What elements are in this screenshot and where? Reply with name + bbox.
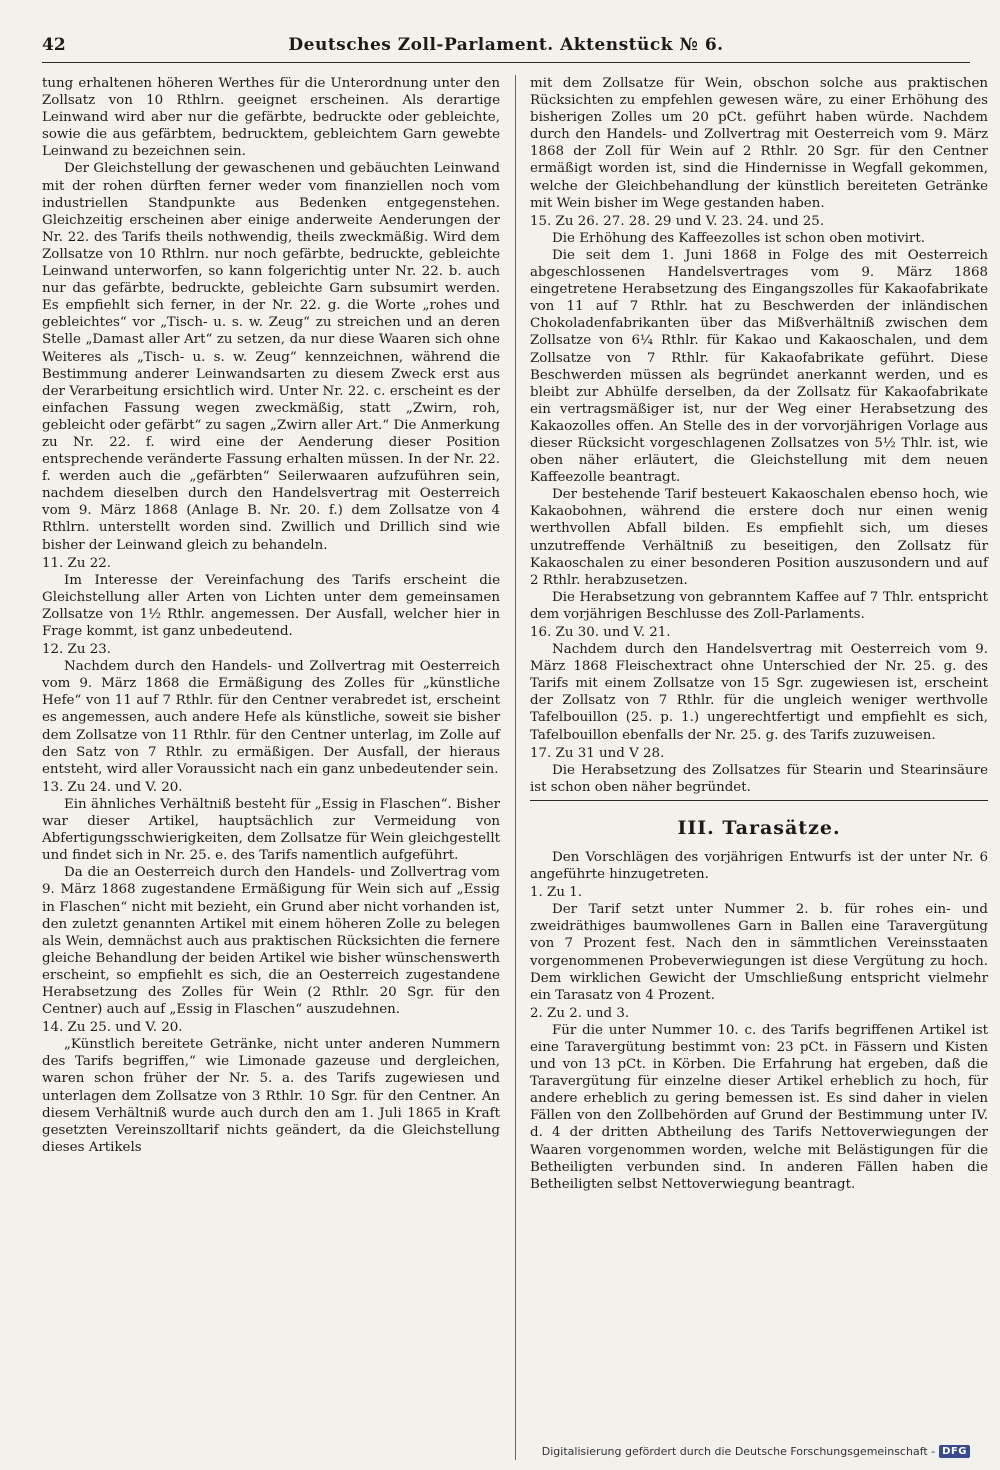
column-divider (515, 75, 516, 1460)
paragraph: Der Gleichstellung der gewaschenen und gebäuchten Leinwand mit der rohen dürften ferner weder vom finanziellen noch vom industriellen Standpunkte aus Bedenken entgegenstehen. Gleichzeitig erscheinen aber einige anderweite Aenderungen der Nr. 22. des Tarifs theils nothwendig, theils zweckmäßig. Wird dem Zollsatze von 10 Rthlrn. nur noch gefärbte, bedruckte, gebleichte Leinwand unterworfen, so kann folgerichtig unter Nr. 22. b. auch nur das gefärbte, bedruckte, gebleichte Garn subsumirt werden. Es empfiehlt sich ferner, in der Nr. 22. g. die Worte „rohes und gebleichtes“ vor „Tisch- u. s. w. Zeug“ zu streichen und an deren Stelle „Damast aller Art“ zu setzen, da nur diese Waaren sich ohne Weiteres als „Tisch- u. s. w. Zeug“ kennzeichnen, während die Bestimmung anderer Leinwandsarten zu diesem Zweck erst aus der Verarbeitung ersichtlich wird. Unter Nr. 22. c. erscheint es der einfachen Fassung wegen zweckmäßig, statt „Zwirn, roh, gebleicht oder gefärbt“ zu sagen „Zwirn aller Art.“ Die Anmerkung zu Nr. 22. f. wird eine der Aenderung dieser Position entsprechende veränderte Fassung erhalten müssen. In der Nr. 22. f. werden auch die „gefärbten“ Seilerwaaren aufzuführen sein, nachdem dieselben durch den Handelsvertrag mit Oesterreich vom 9. März 1868 (Anlage B. Nr. 20. f.) dem Zollsatze von 4 Rthlrn. unterstellt worden sind. Zwillich und Drillich sind wie bisher der Leinwand gleich zu behandeln. (42, 161, 500, 553)
paragraph: Die Erhöhung des Kaffeezolles ist schon oben motivirt. (552, 230, 925, 246)
page-header (42, 28, 970, 63)
paragraph: Nachdem durch den Handelsvertrag mit Oesterreich vom 9. März 1868 Fleischextract ohne Unterschied der Nr. 25. g. des Tarifs mit einem Zollsatze von 15 Sgr. zugewiesen ist, erscheint der Zollsatz von 7 Rthlr. für die ungleich weniger werthvolle Tafelbouillon (25. p. 1.) ungerechtfertigt und empfiehlt es sich, Tafelbouillon ebenfalls der Nr. 25. g. des Tarifs zuzuweisen. (530, 642, 988, 743)
paragraph: Nachdem durch den Handels- und Zollvertrag mit Oesterreich vom 9. März 1868 die Ermäßigung des Zolles für „künstliche Hefe“ von 11 auf 7 Rthlr. für den Centner verabredet ist, erscheint es angemessen, auch andere Hefe als künstliche, soweit sie bisher dem Zollsatze von 11 Rthlr. für den Centner unterlag, im Zolle auf den Satz von 7 Rthlr. zu ermäßigen. Der Ausfall, der hieraus entsteht, wird aller Voraussicht nach ein ganz unbedeutender sein. (42, 659, 500, 777)
paragraph: Den Vorschlägen des vorjährigen Entwurfs ist der unter Nr. 6 angeführte hinzugetreten. (530, 849, 988, 883)
subsection-heading: 12. Zu 23. (42, 642, 112, 658)
section-title: III. Tarasätze. (677, 816, 841, 839)
paragraph: Die seit dem 1. Juni 1868 in Folge des mit Oesterreich abgeschlossenen Handelsvertrages vom 9. März 1868 eingetretene Herabsetzung des Eingangszolles für Kakaofabrikate von 11 auf 7 Rthlr. hat zu Beschwerden der inländischen Chokoladenfabrikanten über das Mißverhältniß zwischen dem Zollsatze von 6¼ Rthlr. für Kakao und Kakaoschalen, und dem Zollsatze von 7 Rthlr. für Kakaofabrikate geführt. Diese Beschwerden müssen als begründet anerkannt werden, und es bleibt zur Abhülfe derselben, da der Zollsatz für Kakaofabrikate ein vertragsmäßiger ist, nur der Weg einer Herabsetzung des Kakaozolles offen. An Stelle des in der vorvorjährigen Vorlage aus dieser Rücksicht vorgeschlagenen Zollsatzes von 5½ Thlr. ist, wie oben näher erläutert, die Gleichstellung mit dem neuen Kaffeezolle beantragt. (530, 247, 988, 486)
paragraph: tung erhaltenen höheren Werthes für die Unterordnung unter den Zollsatz von 10 Rthlrn. geeignet erscheinen. Als derartige Leinwand wird aber nur die gefärbte, bedruckte oder gebleichte, sowie die aus gefärbtem, bedrucktem, gebleichtem Garn gewebte Leinwand zu bezeichnen sein. (42, 76, 500, 160)
page-number: 42 (42, 35, 66, 55)
section-rule (530, 800, 988, 801)
subsection-heading: 1. Zu 1. (530, 885, 582, 901)
subsection-heading: 15. Zu 26. 27. 28. 29 und V. 23. 24. und 25. (530, 213, 825, 229)
running-title: Deutsches Zoll-Parlament. Aktenstück № 6. (288, 35, 724, 55)
subsection-heading: 2. Zu 2. und 3. (530, 1005, 630, 1021)
paragraph: Für die unter Nummer 10. c. des Tarifs begriffenen Artikel ist eine Taravergütung bestimmt von: 23 pCt. in Fässern und Kisten und von 13 pCt. in Körben. Die Erfahrung hat ergeben, daß die Taravergütung für einzelne dieser Artikel erheblich zu hoch, für andere erheblich zu gering bemessen ist. Es sind daher in vielen Fällen von den Zollbehörden auf Grund der Bestimmung unter IV. d. 4 der dritten Abtheilung des Tarifs Nettoverwiegungen der Waaren vorgenommen worden, welche mit Belästigungen für die Betheiligten verbunden sind. In anderen Fällen haben die Betheiligten selbst Nettoverwiegung beantragt. (530, 1022, 988, 1192)
subsection-heading: 11. Zu 22. (42, 555, 112, 571)
paragraph: „Künstlich bereitete Getränke, nicht unter anderen Nummern des Tarifs begriffen,“ wie Limonade gazeuse und dergleichen, waren schon früher der Nr. 5. a. des Tarifs zugewiesen und unterlagen dem Zollsatze von 3 Rthlr. 10 Sgr. für den Centner. An diesem Verhältniß wurde auch durch den am 1. Juli 1865 in Kraft gesetzten Vereinszolltarif nichts geändert, da die Gleichstellung dieses Artikels (42, 1037, 500, 1155)
page-footer (542, 1445, 970, 1458)
paragraph: mit dem Zollsatze für Wein, obschon solche aus praktischen Rücksichten zu empfehlen gewesen wäre, zu einer Erhöhung des bisherigen Zolles um 20 pCt. geführt haben würde. Nachdem durch den Handels- und Zollvertrag mit Oesterreich vom 9. März 1868 der Zoll für Wein auf 2 Rthlr. 20 Sgr. für den Centner ermäßigt worden ist, sind die Hindernisse in Wegfall gekommen, welche der Gleichbehandlung der künstlich bereiteten Getränke mit Wein bisher im Wege gestanden haben. (530, 76, 988, 211)
paragraph: Im Interesse der Vereinfachung des Tarifs erscheint die Gleichstellung aller Arten von Lichten unter dem gemeinsamen Zollsatze von 1½ Rthlr. angemessen. Der Ausfall, welcher hier in Frage kommt, ist ganz unbedeutend. (42, 572, 500, 639)
paragraph: Der Tarif setzt unter Nummer 2. b. für rohes ein- und zweidräthiges baumwollenes Garn in Ballen eine Taravergütung von 7 Prozent fest. Nach den in sämmtlichen Vereinsstaaten vorgenommenen Probeverwiegungen ist diese Vergütung zu hoch. Dem wirklichen Gewicht der Umschließung entspricht vielmehr ein Tarasatz von 4 Prozent. (530, 902, 988, 1003)
paragraph: Die Herabsetzung des Zollsatzes für Stearin und Stearinsäure ist schon oben näher begründet. (530, 762, 988, 795)
dfg-logo: DFG (939, 1445, 970, 1458)
paragraph: Da die an Oesterreich durch den Handels- und Zollvertrag vom 9. März 1868 zugestandene Ermäßigung für Wein sich auf „Essig in Flaschen“ nicht mit bezieht, ein Grund aber nicht vorhanden ist, den zuletzt genannten Artikel mit einem höheren Zolle zu belegen als Wein, demnächst auch aus praktischen Rücksichten die fernere gleiche Behandlung der beiden Artikel wie bisher wünschenswerth erscheint, so empfiehlt es sich, die an Oesterreich zugestandene Herabsetzung des Zolles für Wein (2 Rthlr. 20 Sgr. für den Centner) auch auf „Essig in Flaschen“ auszudehnen. (42, 865, 500, 1018)
paragraph: Ein ähnliches Verhältniß besteht für „Essig in Flaschen“. Bisher war dieser Artikel, hauptsächlich zur Vermeidung von Abfertigungsschwierigkeiten, dem Zollsatze für Wein gleichgestellt und findet sich in Nr. 25. e. des Tarifs namentlich aufgeführt. (42, 796, 500, 864)
subsection-heading: 14. Zu 25. und V. 20. (42, 1020, 183, 1036)
subsection-heading: 17. Zu 31 und V 28. (530, 745, 665, 761)
paragraph: Der bestehende Tarif besteuert Kakaoschalen ebenso hoch, wie Kakaobohnen, während die erstere doch nur einen wenig werthvollen Abfall bilden. Es empfiehlt sich, um dieses unzutreffende Verhältniß zu beseitigen, den Zollsatz für Kakaoschalen zu einer besonderen Position auszusondern und auf 2 Rthlr. herabzusetzen. (530, 487, 988, 588)
paragraph: Die Herabsetzung von gebranntem Kaffee auf 7 Thlr. entspricht dem vorjährigen Beschlusse des Zoll-Parlaments. (530, 589, 988, 622)
subsection-heading: 16. Zu 30. und V. 21. (530, 625, 671, 640)
right-column (530, 75, 988, 1193)
footer-credit: Digitalisierung gefördert durch die Deutsche Forschungsgemeinschaft - (541, 1445, 936, 1458)
subsection-heading: 13. Zu 24. und V. 20. (42, 779, 183, 795)
left-column (42, 75, 500, 1156)
